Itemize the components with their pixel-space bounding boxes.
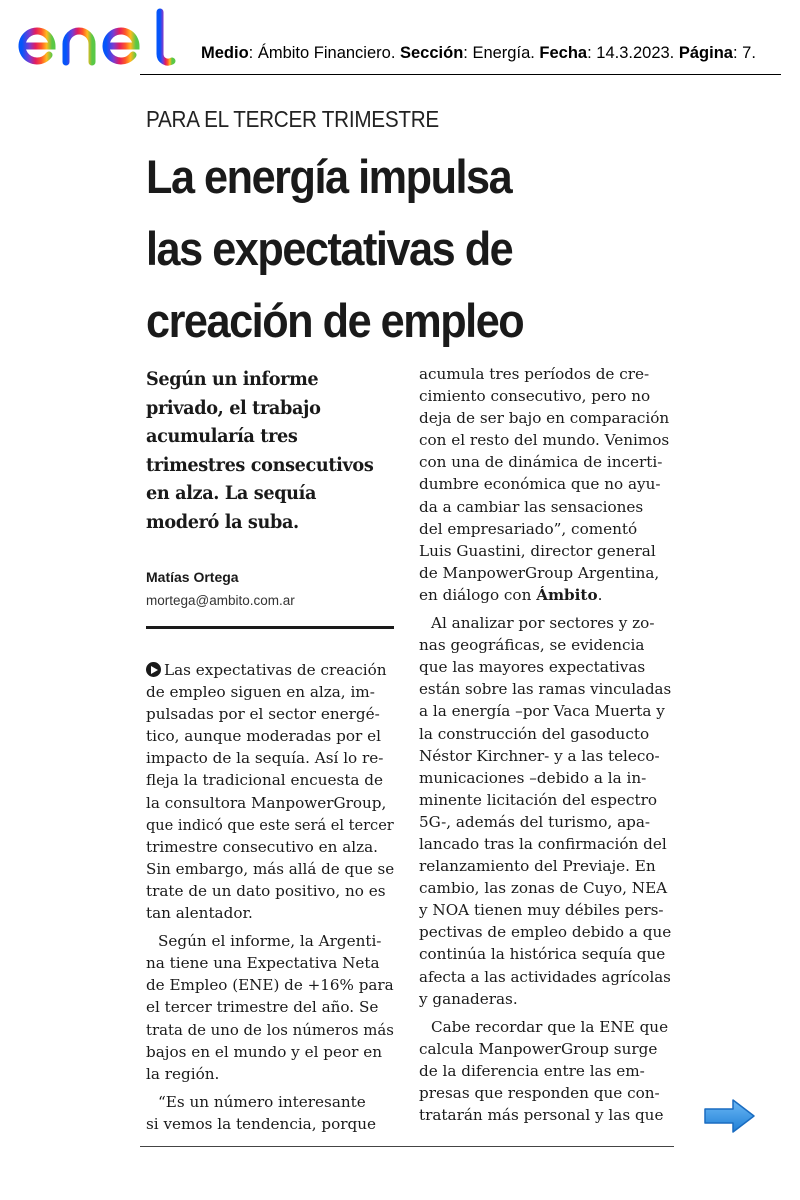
deck-line: acumularía tres <box>146 425 298 447</box>
deck-line: moderó la suba. <box>146 510 299 533</box>
text-line-content: tico, aunque moderadas por el <box>146 727 381 746</box>
text-line-content: bajos en el mundo y el peor en <box>146 1042 382 1061</box>
text-line-content: “Es un número interesante <box>158 1092 366 1111</box>
fecha-value: 14.3.2023. <box>596 44 675 62</box>
text-line-content: calcula ManpowerGroup surge <box>419 1039 658 1058</box>
text-line <box>419 700 671 722</box>
text-line-content: Las expectativas de creación <box>164 661 387 679</box>
text-line-content: el tercer trimestre del año. Se <box>146 998 379 1017</box>
text-line <box>419 767 671 789</box>
text-line <box>146 1091 394 1113</box>
text-line <box>419 656 671 678</box>
text-line <box>419 407 671 429</box>
text-line <box>146 725 394 747</box>
deck-line: en alza. La sequía <box>146 482 317 504</box>
text-line <box>146 1041 394 1063</box>
text-line-content: lancado tras la confirmación del <box>419 834 667 853</box>
text-line-content: la región. <box>146 1064 220 1083</box>
text-line-content: en diálogo con <box>419 585 532 604</box>
text-line-content: trimestre consecutivo en alza. <box>146 837 378 856</box>
text-line <box>419 584 671 606</box>
text-line <box>419 634 671 656</box>
text-line <box>146 902 394 924</box>
text-line <box>146 996 394 1018</box>
text-line <box>419 943 671 965</box>
text-line <box>419 988 671 1010</box>
text-line-content: que las mayores expectativas <box>419 658 646 677</box>
text-line <box>419 1104 671 1126</box>
text-line <box>419 540 671 562</box>
article-kicker: PARA EL TERCER TRIMESTRE <box>146 106 439 132</box>
text-line <box>146 681 394 703</box>
author-name: Matías Ortega <box>146 569 239 585</box>
article-column-2 <box>419 363 671 1126</box>
text-line <box>146 952 394 974</box>
text-line <box>419 811 671 833</box>
text-line <box>146 747 394 769</box>
text-line-content: del empresariado”, comentó <box>419 519 638 538</box>
medio-value: Ámbito Financiero. <box>257 44 396 62</box>
author-email[interactable]: mortega@ambito.com.ar <box>146 593 295 608</box>
text-line <box>419 833 671 855</box>
text-line-content: pectivas de empleo debido a que <box>419 923 672 942</box>
text-line-content: y NOA tienen muy débiles pers- <box>419 901 664 920</box>
text-line-content: cambio, las zonas de Cuyo, NEA <box>419 879 668 898</box>
text-line <box>419 899 671 921</box>
text-line <box>419 855 671 877</box>
text-line-content: de ManpowerGroup Argentina, <box>419 563 660 582</box>
text-line <box>146 858 394 880</box>
text-line-content: tratarán más personal y las que <box>419 1106 664 1125</box>
text-line-content: relanzamiento del Previaje. En <box>419 857 656 876</box>
text-line <box>146 659 394 681</box>
text-line <box>419 723 671 745</box>
text-line-content: pulsadas por el sector energé- <box>146 705 380 724</box>
text-line <box>419 451 671 473</box>
text-line <box>419 921 671 943</box>
text-line <box>146 1063 394 1085</box>
pagina-label: Página <box>678 44 733 62</box>
medio-label: Medio <box>201 44 249 62</box>
text-line <box>419 1038 671 1060</box>
text-line <box>146 703 394 725</box>
text-line-content: continúa la histórica sequía que <box>419 945 666 964</box>
text-line-content: impacto de la sequía. Así lo re- <box>146 749 384 768</box>
text-line <box>146 930 394 952</box>
text-line-content: si vemos la tendencia, porque <box>146 1114 377 1133</box>
text-line-content: dumbre económica que no ayu- <box>419 475 661 494</box>
text-line <box>419 385 671 407</box>
pagina-value: 7. <box>742 44 756 62</box>
text-line-content: a la energía –por Vaca Muerta y <box>419 702 665 721</box>
article-deck <box>146 365 406 536</box>
text-line-content: de la diferencia entre las em- <box>419 1061 645 1080</box>
ambito-tail: . <box>597 585 603 604</box>
text-line-content: trata de uno de los números más <box>146 1020 394 1039</box>
fecha-label: Fecha <box>539 44 588 62</box>
text-line <box>146 769 394 791</box>
text-line-content: cimiento consecutivo, pero no <box>419 387 651 406</box>
text-line <box>146 1019 394 1041</box>
text-line-content: y ganaderas. <box>419 989 518 1008</box>
arrow-right-icon[interactable] <box>703 1097 757 1135</box>
text-line <box>419 518 671 540</box>
header-divider <box>140 74 781 75</box>
text-line <box>419 473 671 495</box>
text-line <box>419 496 671 518</box>
text-line-content: acumula tres períodos de cre- <box>419 365 650 383</box>
text-line <box>419 429 671 451</box>
text-line-content: Néstor Kirchner- y a las teleco- <box>419 746 660 765</box>
text-line-content: de empleo siguen en alza, im- <box>146 683 375 702</box>
text-line-content: Cabe recordar que la ENE que <box>431 1017 669 1036</box>
text-line <box>419 1016 671 1038</box>
text-line-content: na tiene una Expectativa Neta <box>146 954 380 973</box>
footer-divider <box>140 1146 674 1147</box>
text-line-content: afecta a las actividades agrícolas <box>419 967 671 986</box>
text-line-content: Según el informe, la Argenti- <box>158 932 382 951</box>
headline-line: las expectativas de <box>146 222 513 275</box>
text-line <box>146 880 394 902</box>
text-line <box>146 792 394 814</box>
text-line-content: la consultora ManpowerGroup, <box>146 793 387 812</box>
deck-line: privado, el trabajo <box>146 396 321 419</box>
play-bullet-icon <box>146 662 161 677</box>
text-line-content: Al analizar por sectores y zo- <box>431 614 655 633</box>
deck-line: trimestres consecutivos <box>146 453 374 476</box>
text-line-content: con el resto del mundo. Venimos <box>419 431 670 450</box>
article-headline <box>146 141 735 357</box>
headline-line: La energía impulsa <box>146 150 512 203</box>
text-line-content: de Empleo (ENE) de +16% para <box>146 976 394 995</box>
text-line-content: fleja la tradicional encuesta de <box>146 771 384 790</box>
text-line <box>419 678 671 700</box>
text-line <box>419 877 671 899</box>
text-line <box>419 1082 671 1104</box>
text-line <box>146 814 394 836</box>
text-line-content: 5G-, además del turismo, apa- <box>419 812 651 831</box>
text-line <box>419 1060 671 1082</box>
text-line-content: deja de ser bajo en comparación <box>419 409 670 428</box>
text-line <box>419 612 671 634</box>
text-line <box>419 562 671 584</box>
ambito-name: Ámbito <box>536 585 598 604</box>
deck-line: Según un informe <box>146 368 319 390</box>
byline-divider <box>146 626 394 629</box>
text-line-content: da a cambiar las sensaciones <box>419 497 644 516</box>
text-line-content: Luis Guastini, director general <box>419 541 656 560</box>
headline-line: creación de empleo <box>146 294 524 347</box>
text-line <box>419 966 671 988</box>
text-line <box>419 363 671 385</box>
text-line <box>146 1113 394 1135</box>
text-line-content: tan alentador. <box>146 904 253 923</box>
text-line-content: que indicó que este será el tercer <box>146 815 394 834</box>
source-info: Medio: Ámbito Financiero. Sección: Energía. Fecha: 14.3.2023. Página: 7. <box>201 44 756 62</box>
seccion-label: Sección <box>400 44 464 62</box>
text-line-content: Sin embargo, más allá de que se <box>146 859 395 878</box>
article-column-1 <box>146 659 394 1135</box>
text-line-content: municaciones –debido a la in- <box>419 768 647 787</box>
text-line-content: nas geográficas, se evidencia <box>419 636 645 655</box>
text-line-content: la construcción del gasoducto <box>419 724 650 743</box>
text-line-content: presas que responden que con- <box>419 1084 660 1102</box>
text-line-content: con una de dinámica de incerti- <box>419 453 663 472</box>
text-line <box>146 836 394 858</box>
text-line-content: trate de un dato positivo, no es <box>146 881 386 900</box>
text-line-content: están sobre las ramas vinculadas <box>419 680 672 699</box>
text-line <box>146 974 394 996</box>
text-line <box>419 745 671 767</box>
text-line-content: minente licitación del espectro <box>419 790 657 809</box>
text-line <box>419 789 671 811</box>
enel-logo <box>16 6 181 68</box>
seccion-value: Energía. <box>472 44 535 62</box>
